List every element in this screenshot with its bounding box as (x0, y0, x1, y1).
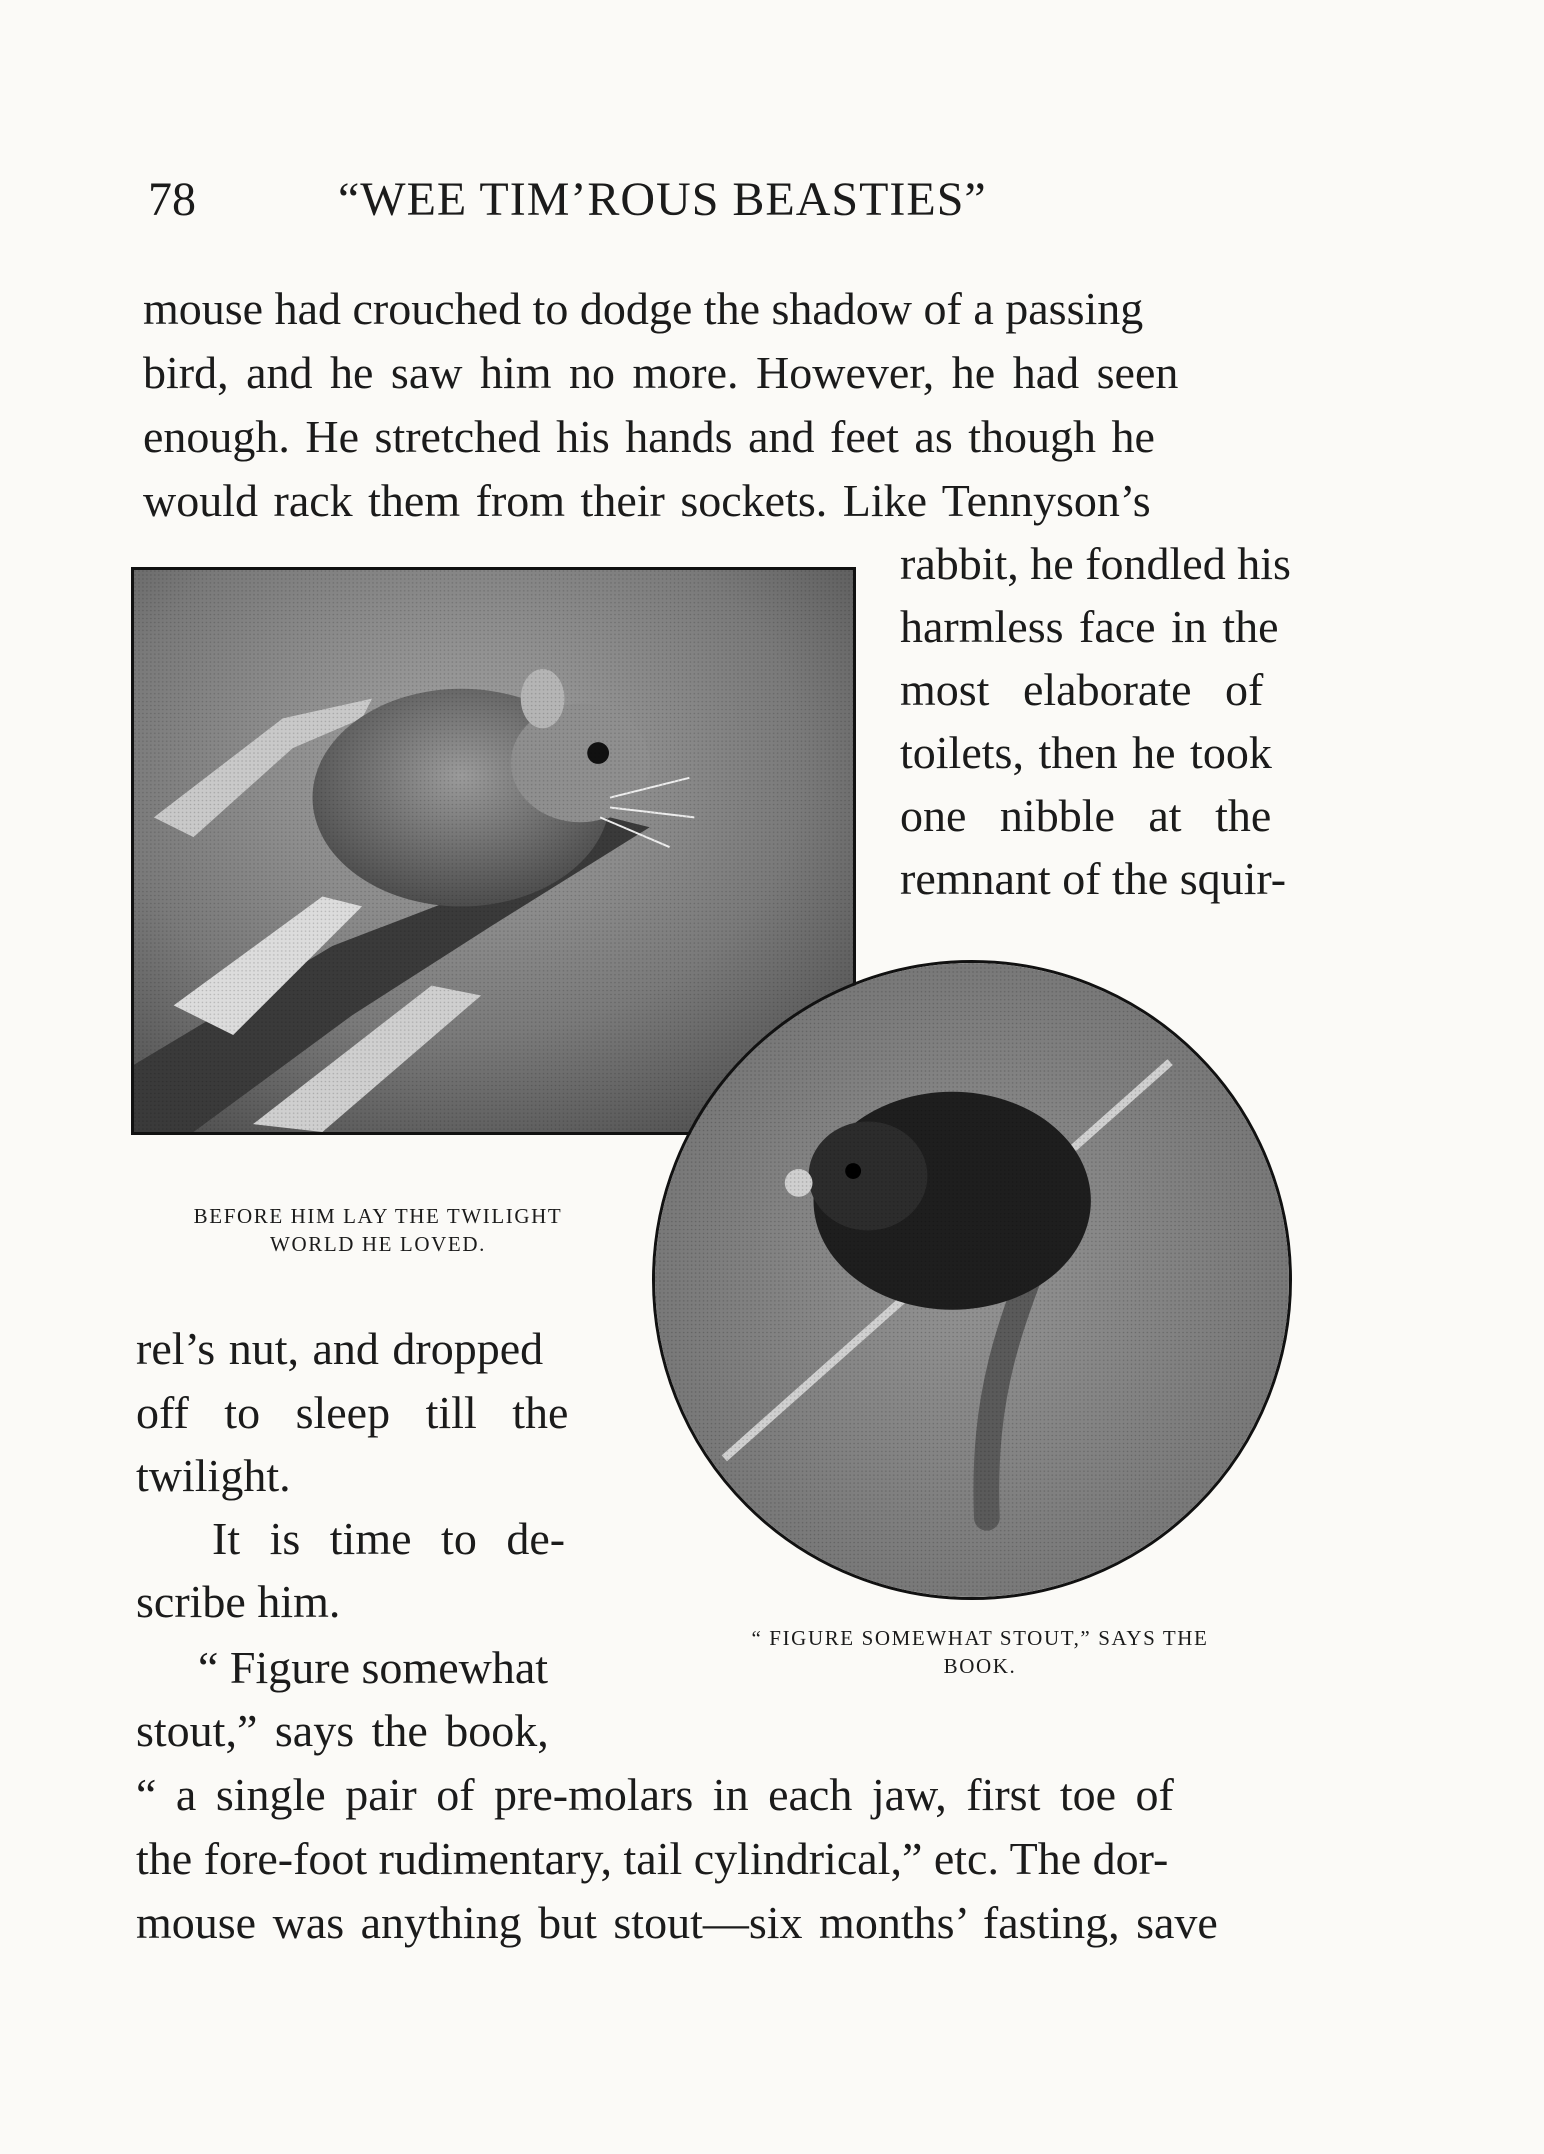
text-line-12: off to sleep till the (136, 1387, 569, 1438)
text-line-15: scribe him. (136, 1576, 341, 1627)
text-line-4: would rack them from their sockets. Like Tennyson’s (143, 475, 1151, 526)
dormouse-branch-photo (131, 567, 856, 1135)
text-line-9: one nibble at the (900, 790, 1272, 841)
figure-1-caption-line-2: WORLD HE LOVED. (270, 1232, 486, 1257)
figure-2-caption-line-1: “ FIGURE SOMEWHAT STOUT,” SAYS THE (751, 1626, 1209, 1650)
running-title: “WEE TIM’ROUS BEASTIES” (338, 173, 987, 226)
text-line-13: twilight. (136, 1450, 291, 1501)
text-line-16: “ Figure somewhat (198, 1642, 549, 1693)
figure-2-caption-line-2: BOOK. (943, 1654, 1017, 1679)
text-line-1-text: mouse had crouched to dodge the shadow of a passing (143, 283, 1144, 334)
text-line-8: toilets, then he took (900, 727, 1272, 778)
text-line-19: the fore-foot rudimentary, tail cylindrical,” etc. The dor- (136, 1833, 1169, 1884)
text-line-5: rabbit, he fondled his (900, 538, 1291, 589)
dormouse-stem-photo (652, 960, 1292, 1600)
text-line-10: remnant of the squir- (900, 853, 1287, 904)
figure-1-caption-line-1: BEFORE HIM LAY THE TWILIGHT (193, 1204, 563, 1228)
text-line-14: It is time to de- (212, 1513, 566, 1564)
text-line-3: enough. He stretched his hands and feet as though he (143, 411, 1155, 462)
text-line-11: rel’s nut, and dropped (136, 1323, 544, 1374)
text-line-1 (143, 283, 1343, 334)
text-line-20: mouse was anything but stout—six months’ fasting, save (136, 1897, 1218, 1948)
text-line-18: “ a single pair of pre-molars in each jaw, first toe of (136, 1769, 1174, 1820)
page-number: 78 (148, 173, 196, 226)
text-line-17: stout,” says the book, (136, 1705, 549, 1756)
text-line-6: harmless face in the (900, 601, 1279, 652)
text-line-2: bird, and he saw him no more. However, he had seen (143, 347, 1179, 398)
text-line-7: most elaborate of (900, 664, 1264, 715)
figure-2-caption (670, 1624, 1290, 1681)
figure-1-caption (143, 1202, 613, 1259)
